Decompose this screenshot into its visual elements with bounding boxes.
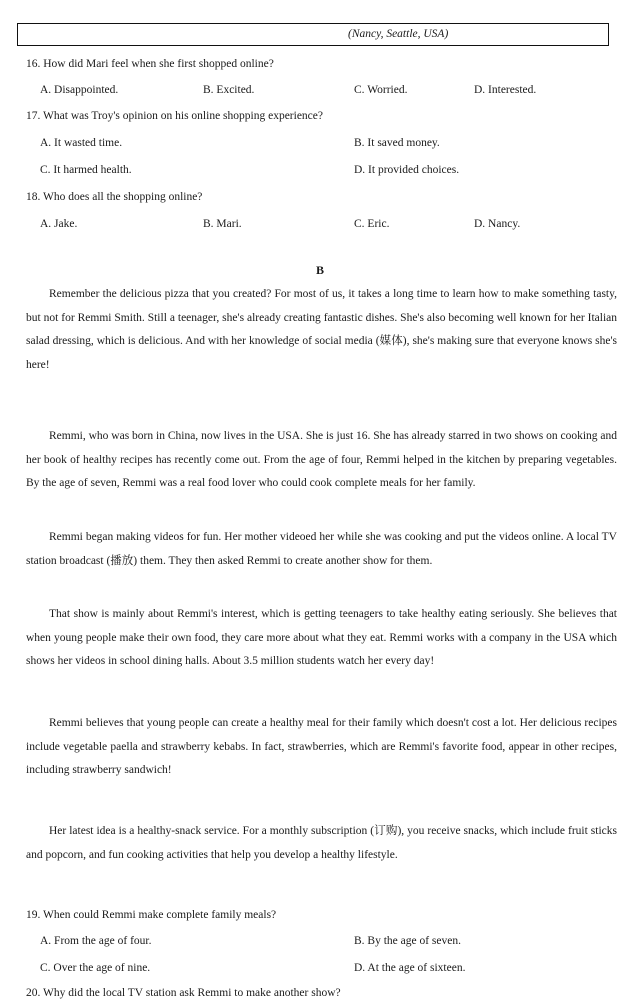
passage-paragraph-2: Remmi, who was born in China, now lives in the USA. She is just 16. She has already starred in two shows on cooking and her book of healthy recipes has recently come out. From the age of four, Remmi helped in the kitchen by preparing vegetables. By the age of seven, Remmi was a real food lover who could cook complete meals for her family. [26, 430, 617, 490]
q19-option-a: A. From the age of four. [40, 935, 152, 947]
q18-option-a: A. Jake. [40, 218, 78, 230]
attribution-box [17, 23, 609, 46]
question-19: 19. When could Remmi make complete family meals? [26, 909, 277, 921]
passage-paragraph-4: That show is mainly about Remmi's interest, which is getting teenagers to take healthy eating seriously. She believes that when young people make their own food, they care more about what they eat. Remmi works with a company in the USA which shows her videos in school dining halls. About 3.5 million students watch her every day! [26, 608, 617, 668]
question-18: 18. Who does all the shopping online? [26, 191, 203, 203]
q18-option-d: D. Nancy. [474, 218, 521, 230]
q18-option-b: B. Mari. [203, 218, 242, 230]
question-20: 20. Why did the local TV station ask Remmi to make another show? [26, 987, 341, 999]
q16-option-d: D. Interested. [474, 84, 537, 96]
q19-option-c: C. Over the age of nine. [40, 962, 151, 974]
q18-option-c: C. Eric. [354, 218, 390, 230]
question-16: 16. How did Mari feel when she first shopped online? [26, 58, 274, 70]
q16-option-c: C. Worried. [354, 84, 408, 96]
passage-paragraph-1: Remember the delicious pizza that you created? For most of us, it takes a long time to learn how to make something tasty, but not for Remmi Smith. Still a teenager, she's already creating fantastic dishes. She's also becoming well known for her Italian salad dressing, which is delicious. And with her knowledge of social media (媒体), she's making sure that everyone knows she's here! [26, 288, 617, 371]
passage-paragraph-6: Her latest idea is a healthy-snack service. For a monthly subscription (订购), you receive snacks, which include fruit sticks and popcorn, and fun cooking activities that help you develop a healthy lifestyle. [26, 825, 617, 861]
q19-option-b: B. By the age of seven. [354, 935, 461, 947]
q17-option-b: B. It saved money. [354, 137, 440, 149]
question-17: 17. What was Troy's opinion on his online shopping experience? [26, 110, 323, 122]
attribution-text: (Nancy, Seattle, USA) [348, 28, 449, 40]
passage-paragraph-5: Remmi believes that young people can create a healthy meal for their family which doesn't cost a lot. Her delicious recipes include vegetable paella and strawberry kebabs. In fact, strawberries, which are Remmi's favorite food, appear in other recipes, including strawberry sandwich! [26, 717, 617, 777]
q17-option-d: D. It provided choices. [354, 164, 460, 176]
q19-option-d: D. At the age of sixteen. [354, 962, 466, 974]
section-heading: B [315, 263, 324, 277]
q17-option-a: A. It wasted time. [40, 137, 123, 149]
q16-option-a: A. Disappointed. [40, 84, 119, 96]
passage-paragraph-3: Remmi began making videos for fun. Her mother videoed her while she was cooking and put the videos online. A local TV station broadcast (播放) them. They then asked Remmi to create another show for them. [26, 531, 617, 567]
q16-option-b: B. Excited. [203, 84, 255, 96]
q17-option-c: C. It harmed health. [40, 164, 132, 176]
